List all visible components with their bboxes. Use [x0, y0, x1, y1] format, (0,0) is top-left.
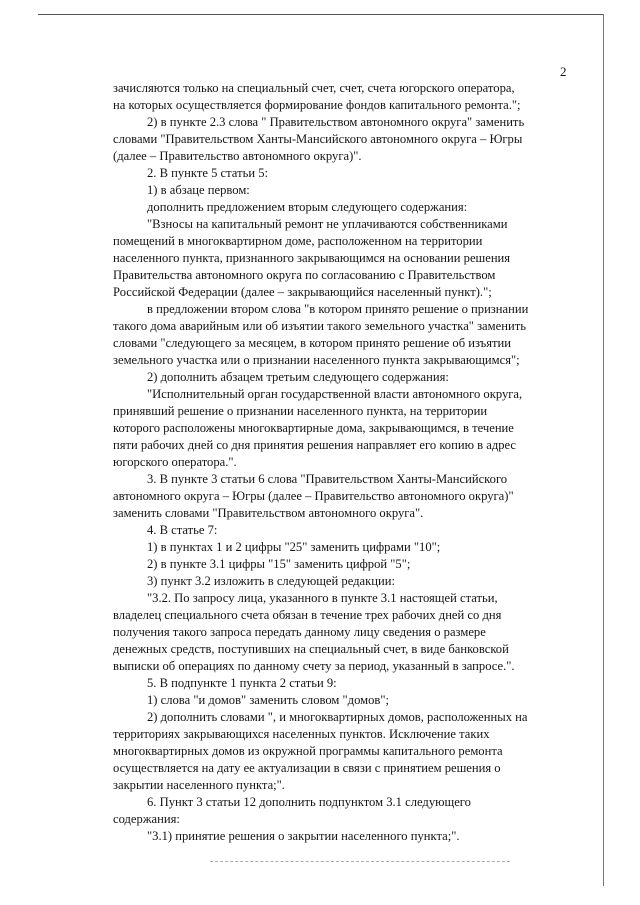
paragraph: в предложении втором слова "в котором принято решение о признании такого дома аварийным или об изъятии такого земельного участка" заменить словами "следующего за месяцем, в котором принято решение об изъятии земельного участка или о признании населенного пункта закрывающимся"; [113, 302, 529, 367]
paragraph: "3.1) принятие решения о закрытии населенного пункта;". [147, 829, 460, 843]
paragraph: 4. В статье 7: [147, 523, 218, 537]
paragraph: 2) дополнить абзацем третьим следующего содержания: [147, 370, 449, 384]
scan-border-top [38, 14, 604, 15]
scan-border-right [603, 14, 604, 886]
paragraph: 1) в пунктах 1 и 2 цифры "25" заменить цифрами "10"; [147, 540, 441, 554]
paragraph: 1) в абзаце первом: [147, 183, 250, 197]
paragraph: 5. В подпункте 1 пункта 2 статьи 9: [147, 676, 337, 690]
paragraph: зачисляются только на специальный счет, счет, счета югорского оператора, на которых осуществляется формирование фондов капитального ремонта."; [113, 81, 521, 112]
paragraph: 1) слова "и домов" заменить словом "домов"; [147, 693, 389, 707]
paragraph: "3.2. По запросу лица, указанного в пункте 3.1 настоящей статьи, владелец специального счета обязан в течение трех рабочих дней со дня получения такого запроса передать данному лицу сведения о размере денежных средств, поступивших на специальный счет, в виде банковской выписки об операциях по данному счету за период, указанный в запросе.". [113, 591, 515, 673]
paragraph: 2) в пункте 2.3 слова " Правительством автономного округа" заменить словами "Правительством Ханты-Мансийского автономного округа – Югры (далее – Правительство автономного округа)". [113, 115, 525, 163]
paragraph: 2. В пункте 5 статьи 5: [147, 166, 268, 180]
scan-border-bottom [210, 861, 510, 862]
paragraph: "Взносы на капитальный ремонт не уплачиваются собственниками помещений в многоквартирном доме, расположенном на территории населенного пункта, признанного закрывающимся на основании решения Правительства автономного округа по согласованию с Правительством Российской Федерации (далее – закрывающийся населенный пункт)."; [113, 217, 511, 299]
paragraph: 2) дополнить словами ", и многоквартирных домов, расположенных на территориях закрывающихся населенных пунктов. Исключение таких многоквартирных домов из окружной программы капитального ремонта осуществляется на дату ее актуализации в связи с принятием решения о закрытии населенного пункта;". [113, 710, 528, 792]
paragraph: 3) пункт 3.2 изложить в следующей редакции: [147, 574, 395, 588]
paragraph: дополнить предложением вторым следующего содержания: [147, 200, 468, 214]
paragraph: 6. Пункт 3 статьи 12 дополнить подпунктом 3.1 следующего содержания: [113, 795, 471, 826]
paragraph: "Исполнительный орган государственной власти автономного округа, принявший решение о признании населенного пункта, на территории которого расположены многоквартирные дома, закрывающимся, в течение пяти рабочих дней со дня принятия решения направляет его копию в адрес югорского оператора.". [113, 387, 523, 469]
paragraph: 3. В пункте 3 статьи 6 слова "Правительством Ханты-Мансийского автономного округа – Югры (далее – Правительство автономного округа)" заменить словами "Правительством автономного округа". [113, 472, 514, 520]
paragraph: 2) в пункте 3.1 цифры "15" заменить цифрой "5"; [147, 557, 411, 571]
document-body [113, 80, 597, 845]
page-number: 2 [560, 64, 567, 79]
